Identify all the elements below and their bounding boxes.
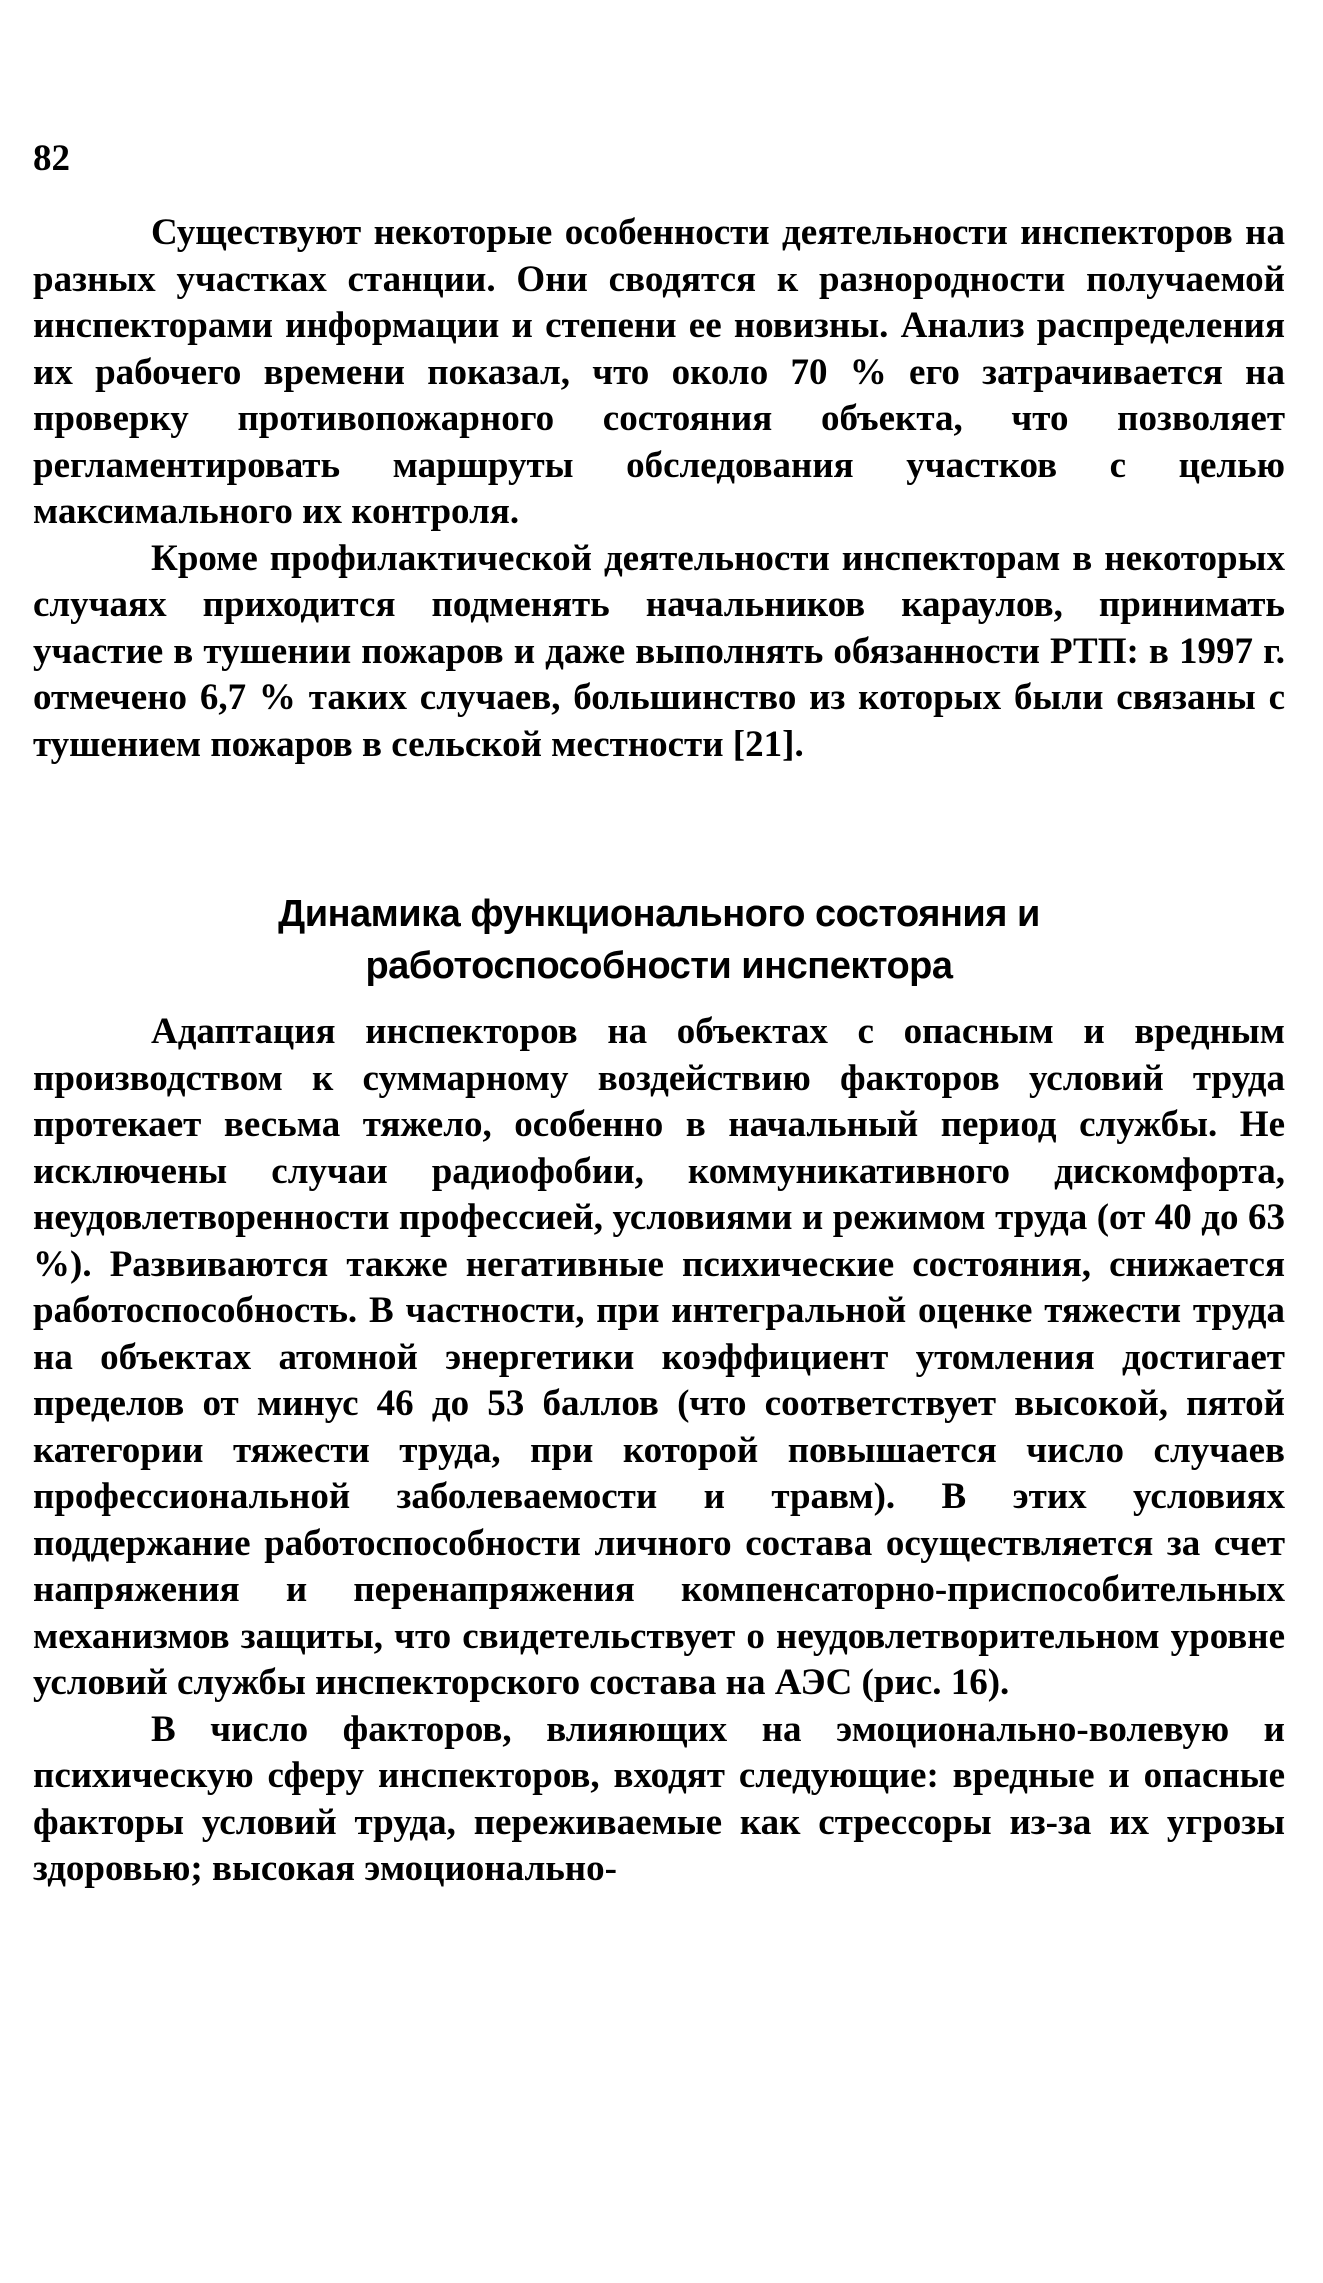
section-heading-line-2: работоспособности инспектора — [365, 945, 953, 987]
paragraph-factors: В число факторов, влияющих на эмоционально-волевую и психическую сферу инспекторов, входят следующие: вредные и опасные факторы условий труда, переживаемые как стрессоры из-за их угрозы здоровью; высокая эмоционально- — [33, 1708, 1285, 1889]
paragraph-inspector-features: Существуют некоторые особенности деятельности инспекторов на разных участках станции. Они сводятся к разнородности получаемой инспекторами информации и степени ее новизны. Анализ распределения их рабочего времени показал, что около 70 % его затрачивается на проверку противопожарного состояния объекта, что позволяет регламентировать маршруты обследования участков с целью максимального их контроля. — [33, 212, 1285, 532]
section-heading — [33, 888, 1285, 992]
section-heading-line-1: Динамика функционального состояния и — [278, 893, 1040, 935]
paragraph-inspector-duties: Кроме профилактической деятельности инспекторам в некоторых случаях приходится подменять начальников караулов, принимать участие в тушении пожаров и даже выполнять обязанности РТП: в 1997 г. отмечено 6,7 % таких случаев, большинство из которых были связаны с тушением пожаров в сельской местности [21]. — [33, 537, 1285, 765]
text-section-bottom — [33, 1009, 1285, 1893]
paragraph-adaptation: Адаптация инспекторов на объектах с опасным и вредным производством к суммарному воздействию факторов условий труда протекает весьма тяжело, особенно в начальный период службы. Не исключены случаи радиофобии, коммуникативного дискомфорта, неудовлетворенности профессией, условиями и режимом труда (от 40 до 63 %). Развиваются также негативные психические состояния, снижается работоспособность. В частности, при интегральной оценке тяжести труда на объектах атомной энергетики коэффициент утомления достигает пределов от минус 46 до 53 баллов (что соответствует высокой, пятой категории тяжести труда, при которой повышается число случаев профессиональной заболеваемости и травм). В этих условиях поддержание работоспособности личного состава осуществляется за счет напряжения и перенапряжения компенсаторно-приспособительных механизмов защиты, что свидетельствует о неудовлетворительном уровне условий службы инспекторского состава на АЭС (рис. 16). — [33, 1011, 1285, 1703]
text-section-top — [33, 210, 1285, 768]
page-number: 82 — [33, 138, 70, 179]
